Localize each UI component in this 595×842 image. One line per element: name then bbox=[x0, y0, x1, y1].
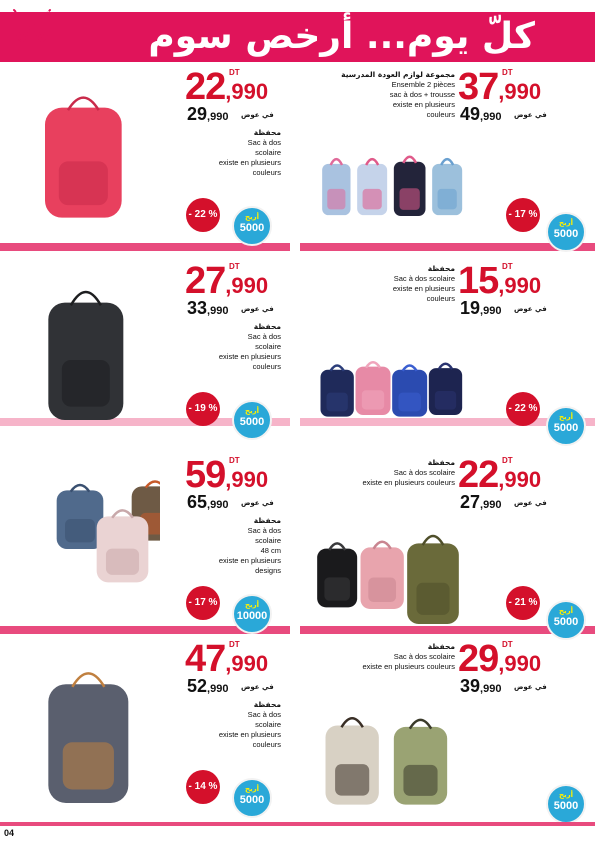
prize-badge bbox=[232, 594, 272, 634]
product-grid bbox=[0, 62, 595, 822]
instead-label: في عوض bbox=[241, 111, 274, 119]
product-card bbox=[0, 454, 297, 644]
discount-badge: - 17 % bbox=[186, 586, 220, 620]
product-card bbox=[298, 454, 595, 644]
prize-value: 5000 bbox=[553, 616, 579, 628]
prize-value: 5000 bbox=[553, 422, 579, 434]
description-line: محفظة bbox=[253, 322, 281, 331]
description-line: محفظة bbox=[427, 642, 455, 651]
description-line: existe en plusieurs bbox=[218, 158, 281, 167]
product-description bbox=[171, 700, 281, 750]
prize-badge bbox=[232, 206, 272, 246]
price-integer: 22 bbox=[458, 454, 499, 496]
prize-value: 5000 bbox=[553, 800, 579, 812]
description-line: scolaire bbox=[255, 536, 281, 545]
description-line: scolaire bbox=[255, 342, 281, 351]
description-line: sac à dos + trousse bbox=[389, 90, 455, 99]
description-line: couleurs bbox=[426, 294, 455, 303]
description-line: 48 cm bbox=[260, 546, 281, 555]
product-card bbox=[0, 260, 297, 450]
description-line: existe en plusieurs couleurs bbox=[362, 662, 455, 671]
prize-label: أربح bbox=[244, 785, 260, 793]
currency-label: DT bbox=[502, 456, 513, 465]
price bbox=[185, 454, 268, 497]
description-line: existe en plusieurs bbox=[218, 730, 281, 739]
price-integer: 27 bbox=[185, 260, 226, 302]
product-image bbox=[20, 658, 160, 808]
description-line: محفظة bbox=[253, 128, 281, 137]
old-price bbox=[460, 492, 501, 513]
product-image bbox=[20, 86, 160, 236]
currency-label: DT bbox=[229, 68, 240, 77]
price-decimal: ,990 bbox=[498, 651, 542, 676]
old-price bbox=[460, 298, 501, 319]
old-price bbox=[460, 104, 501, 125]
price-integer: 47 bbox=[185, 638, 226, 680]
product-image bbox=[298, 330, 488, 450]
price-decimal: ,990 bbox=[498, 273, 542, 298]
description-line: couleurs bbox=[252, 362, 281, 371]
old-price-decimal: ,990 bbox=[207, 305, 229, 317]
price bbox=[458, 454, 541, 497]
discount-badge: - 22 % bbox=[506, 392, 540, 426]
instead-label: في عوض bbox=[241, 683, 274, 691]
description-line: محفظة bbox=[253, 516, 281, 525]
currency-label: DT bbox=[229, 456, 240, 465]
old-price-decimal: ,990 bbox=[480, 111, 502, 123]
instead-label: في عوض bbox=[241, 305, 274, 313]
old-price-decimal: ,990 bbox=[207, 111, 229, 123]
description-line: محفظة bbox=[427, 458, 455, 467]
description-line: existe en plusieurs bbox=[392, 284, 455, 293]
product-card bbox=[0, 638, 297, 828]
prize-label: أربح bbox=[558, 219, 574, 227]
old-price-integer: 52 bbox=[187, 676, 208, 696]
old-price-integer: 19 bbox=[460, 298, 481, 318]
description-line: محفظة bbox=[427, 264, 455, 273]
description-line: Ensemble 2 pièces bbox=[391, 80, 455, 89]
price-integer: 37 bbox=[458, 66, 499, 108]
price bbox=[185, 638, 268, 681]
price bbox=[185, 66, 268, 109]
description-line: Sac à dos scolaire bbox=[393, 652, 455, 661]
product-image bbox=[298, 136, 488, 256]
description-line: Sac à dos bbox=[247, 526, 281, 535]
discount-badge: - 19 % bbox=[186, 392, 220, 426]
currency-label: DT bbox=[229, 640, 240, 649]
price-decimal: ,990 bbox=[498, 467, 542, 492]
product-description bbox=[171, 516, 281, 576]
price-integer: 15 bbox=[458, 260, 499, 302]
product-description bbox=[305, 264, 455, 304]
instead-label: في عوض bbox=[514, 305, 547, 313]
product-description bbox=[305, 70, 455, 120]
description-line: couleurs bbox=[426, 110, 455, 119]
discount-badge: - 21 % bbox=[506, 586, 540, 620]
product-description bbox=[171, 322, 281, 372]
currency-label: DT bbox=[502, 68, 513, 77]
old-price-decimal: ,990 bbox=[207, 499, 229, 511]
description-line: couleurs bbox=[252, 740, 281, 749]
price-decimal: ,990 bbox=[225, 467, 269, 492]
currency-label: DT bbox=[502, 262, 513, 271]
instead-label: في عوض bbox=[514, 499, 547, 507]
product-image bbox=[298, 524, 488, 644]
old-price-integer: 49 bbox=[460, 104, 481, 124]
description-line: Sac à dos scolaire bbox=[393, 468, 455, 477]
description-line: مجموعة لوازم العودة المدرسية bbox=[341, 70, 455, 79]
old-price-decimal: ,990 bbox=[480, 305, 502, 317]
prize-badge bbox=[232, 400, 272, 440]
prize-label: أربح bbox=[244, 601, 260, 609]
price bbox=[458, 638, 541, 681]
page-number: 04 bbox=[4, 828, 15, 838]
prize-value: 5000 bbox=[239, 222, 265, 234]
page-title: كلّ يوم... أرخص سوم bbox=[148, 16, 535, 57]
product-card bbox=[298, 260, 595, 450]
discount-badge: - 17 % bbox=[506, 198, 540, 232]
instead-label: في عوض bbox=[514, 111, 547, 119]
prize-label: أربح bbox=[244, 407, 260, 415]
description-line: Sac à dos bbox=[247, 332, 281, 341]
prize-value: 5000 bbox=[553, 228, 579, 240]
price-decimal: ,990 bbox=[225, 651, 269, 676]
prize-label: أربح bbox=[244, 213, 260, 221]
header-banner bbox=[0, 0, 595, 62]
product-description bbox=[171, 128, 281, 178]
product-card bbox=[298, 638, 595, 828]
prize-value: 5000 bbox=[239, 416, 265, 428]
old-price bbox=[187, 492, 228, 513]
prize-badge bbox=[546, 212, 586, 252]
currency-label: DT bbox=[502, 640, 513, 649]
old-price-integer: 65 bbox=[187, 492, 208, 512]
discount-badge: - 22 % bbox=[186, 198, 220, 232]
instead-label: في عوض bbox=[241, 499, 274, 507]
product-image bbox=[20, 474, 160, 624]
discount-badge: - 14 % bbox=[186, 770, 220, 804]
instead-label: في عوض bbox=[514, 683, 547, 691]
prize-value: 5000 bbox=[239, 794, 265, 806]
old-price-integer: 29 bbox=[187, 104, 208, 124]
price-decimal: ,990 bbox=[498, 79, 542, 104]
prize-label: أربح bbox=[558, 607, 574, 615]
prize-label: أربح bbox=[558, 413, 574, 421]
description-line: Sac à dos bbox=[247, 138, 281, 147]
description-line: scolaire bbox=[255, 148, 281, 157]
product-card bbox=[298, 66, 595, 256]
description-line: existe en plusieurs bbox=[218, 556, 281, 565]
old-price bbox=[187, 676, 228, 697]
description-line: scolaire bbox=[255, 720, 281, 729]
description-line: existe en plusieurs bbox=[392, 100, 455, 109]
scissors-doodle-icon bbox=[8, 4, 56, 52]
old-price bbox=[460, 676, 501, 697]
description-line: designs bbox=[255, 566, 281, 575]
old-price bbox=[187, 104, 228, 125]
price-decimal: ,990 bbox=[225, 79, 269, 104]
description-line: existe en plusieurs bbox=[218, 352, 281, 361]
prize-badge bbox=[546, 600, 586, 640]
old-price-integer: 33 bbox=[187, 298, 208, 318]
prize-badge bbox=[546, 406, 586, 446]
price bbox=[185, 260, 268, 303]
old-price bbox=[187, 298, 228, 319]
description-line: Sac à dos bbox=[247, 710, 281, 719]
product-image bbox=[20, 280, 160, 430]
prize-badge bbox=[546, 784, 586, 824]
old-price-decimal: ,990 bbox=[207, 683, 229, 695]
price bbox=[458, 260, 541, 303]
old-price-integer: 27 bbox=[460, 492, 481, 512]
description-line: Sac à dos scolaire bbox=[393, 274, 455, 283]
bottom-divider bbox=[0, 822, 595, 826]
description-line: existe en plusieurs couleurs bbox=[362, 478, 455, 487]
price-integer: 59 bbox=[185, 454, 226, 496]
prize-badge bbox=[232, 778, 272, 818]
product-description bbox=[305, 458, 455, 488]
currency-label: DT bbox=[229, 262, 240, 271]
price-decimal: ,990 bbox=[225, 273, 269, 298]
old-price-decimal: ,990 bbox=[480, 683, 502, 695]
prize-value: 10000 bbox=[236, 610, 268, 622]
price-integer: 22 bbox=[185, 66, 226, 108]
description-line: محفظة bbox=[253, 700, 281, 709]
product-description bbox=[305, 642, 455, 672]
prize-label: أربح bbox=[558, 791, 574, 799]
old-price-integer: 39 bbox=[460, 676, 481, 696]
product-card bbox=[0, 66, 297, 256]
price bbox=[458, 66, 541, 109]
price-integer: 29 bbox=[458, 638, 499, 680]
old-price-decimal: ,990 bbox=[480, 499, 502, 511]
product-image bbox=[298, 708, 488, 828]
description-line: couleurs bbox=[252, 168, 281, 177]
